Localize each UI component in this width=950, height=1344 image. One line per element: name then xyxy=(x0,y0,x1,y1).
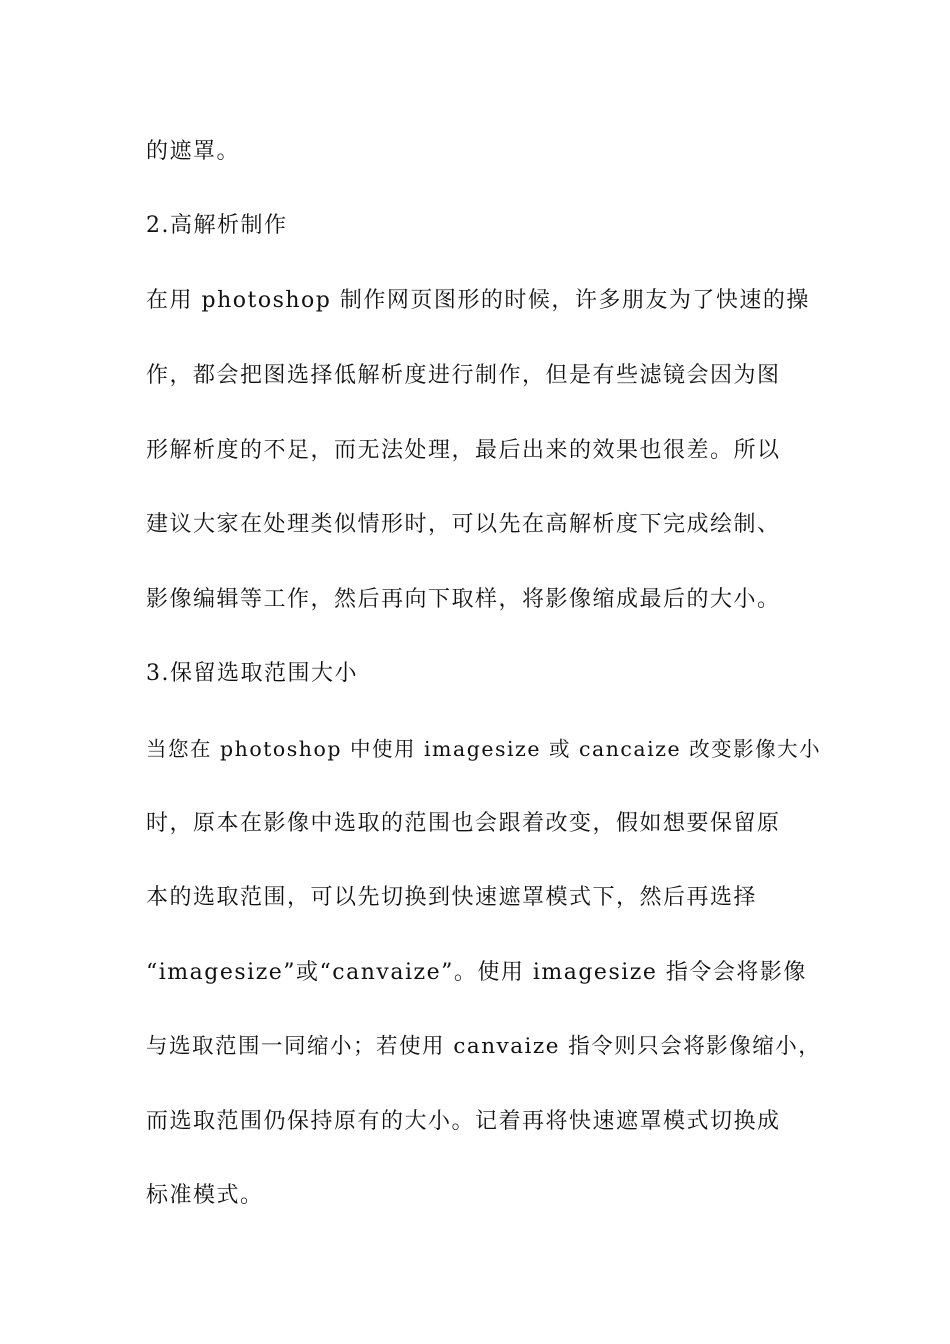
text-line: 标准模式。 xyxy=(146,1183,264,1208)
text-line: 形解析度的不足，而无法处理，最后出来的效果也很差。所以 xyxy=(146,438,781,463)
text-line: 建议大家在处理类似情形时，可以先在高解析度下完成绘制、 xyxy=(146,512,781,537)
text-line: 影像编辑等工作，然后再向下取样，将影像缩成最后的大小。 xyxy=(146,587,781,612)
text-line: 时，原本在影像中选取的范围也会跟着改变，假如想要保留原 xyxy=(146,811,781,836)
text-line: 的遮罩。 xyxy=(146,139,241,164)
text-line: “imagesize”或“canvaize”。使用 imagesize 指令会将影像 xyxy=(146,960,807,985)
text-line: 本的选取范围，可以先切换到快速遮罩模式下，然后再选择 xyxy=(146,885,758,910)
text-line: 与选取范围一同缩小；若使用 canvaize 指令则只会将影像缩小， xyxy=(146,1034,822,1059)
section-heading: 3.保留选取范围大小 xyxy=(146,661,358,686)
text-line: 在用 photoshop 制作网页图形的时候，许多朋友为了快速的操 xyxy=(146,288,810,313)
text-line: 作，都会把图选择低解析度进行制作，但是有些滤镜会因为图 xyxy=(146,363,781,388)
section-heading: 2.高解析制作 xyxy=(146,213,288,238)
text-line: 而选取范围仍保持原有的大小。记着再将快速遮罩模式切换成 xyxy=(146,1109,781,1134)
text-line: 当您在 photoshop 中使用 imagesize 或 cancaize 改变影像大小 xyxy=(146,737,822,761)
